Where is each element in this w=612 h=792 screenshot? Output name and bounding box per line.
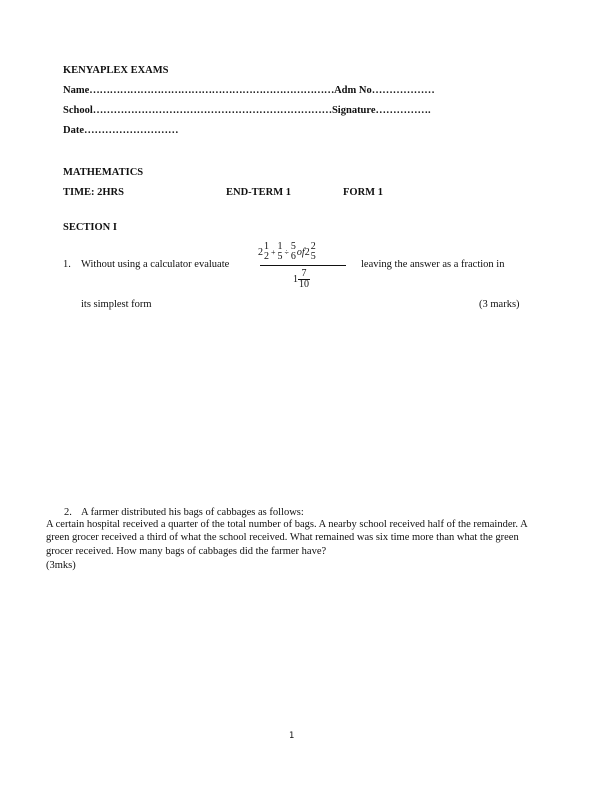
q2-intro: A farmer distributed his bags of cabbages as follows:	[81, 507, 304, 518]
q2-marks: (3mks)	[46, 560, 76, 571]
q2-body: A certain hospital received a quarter of the total number of bags. A nearby school received half of the remainder. A green grocer received a third of what the school received. What remained was six time more than what the green grocer received. How many bags of cabbages did the farmer have?	[46, 519, 528, 557]
whole-2: 2	[258, 246, 263, 258]
name-dots: ………………………………………………………………	[89, 85, 335, 96]
name-label: Name	[63, 85, 90, 96]
exam-provider-title: KENYAPLEX EXAMS	[63, 65, 169, 76]
q1-text-after: leaving the answer as a fraction in	[361, 259, 505, 270]
date-field-line[interactable]	[63, 126, 179, 137]
expression-denominator	[293, 269, 310, 290]
plus-sign: +	[271, 247, 276, 257]
fraction-7-10: $\frac{7}{10}$	[299, 268, 309, 290]
date-label: Date	[63, 125, 84, 136]
fraction-1-5: 1 5	[277, 241, 283, 262]
date-dots: ………………………	[84, 125, 179, 136]
q1-text-before: Without using a calculator evaluate	[81, 259, 230, 270]
divide-sign: ÷	[284, 247, 289, 257]
main-fraction-bar	[260, 265, 346, 266]
signature-dots: …………….	[375, 105, 431, 116]
name-field-line[interactable]	[63, 86, 435, 97]
school-field-line[interactable]	[63, 106, 431, 117]
adm-dots: ………………	[371, 85, 435, 96]
of-word: of	[296, 246, 305, 258]
q1-number: 1.	[63, 259, 71, 270]
exam-form: FORM 1	[343, 187, 383, 198]
subject-heading: MATHEMATICS	[63, 167, 144, 178]
school-label: School	[63, 105, 93, 116]
expression-numerator	[258, 242, 317, 262]
adm-label: Adm No	[334, 85, 372, 96]
q1-expression	[258, 238, 348, 300]
page-number: 1	[289, 731, 295, 741]
q1-text-line2: its simplest form	[81, 299, 152, 310]
fraction-5-6: 5 6	[290, 241, 296, 262]
fraction-1-2: 1 2	[264, 241, 269, 262]
section-heading: SECTION I	[63, 222, 117, 233]
q1-marks: (3 marks)	[479, 299, 520, 310]
whole-2b: 2	[304, 246, 310, 258]
q2-number: 2.	[64, 507, 72, 518]
fraction-2-5: 2 5	[310, 241, 316, 262]
signature-label: Signature	[331, 105, 376, 116]
exam-time: TIME: 2HRS	[63, 187, 124, 198]
whole-1: 1	[293, 274, 298, 285]
school-dots: ……………………………………………………………	[92, 105, 332, 116]
exam-term: END-TERM 1	[226, 187, 292, 198]
